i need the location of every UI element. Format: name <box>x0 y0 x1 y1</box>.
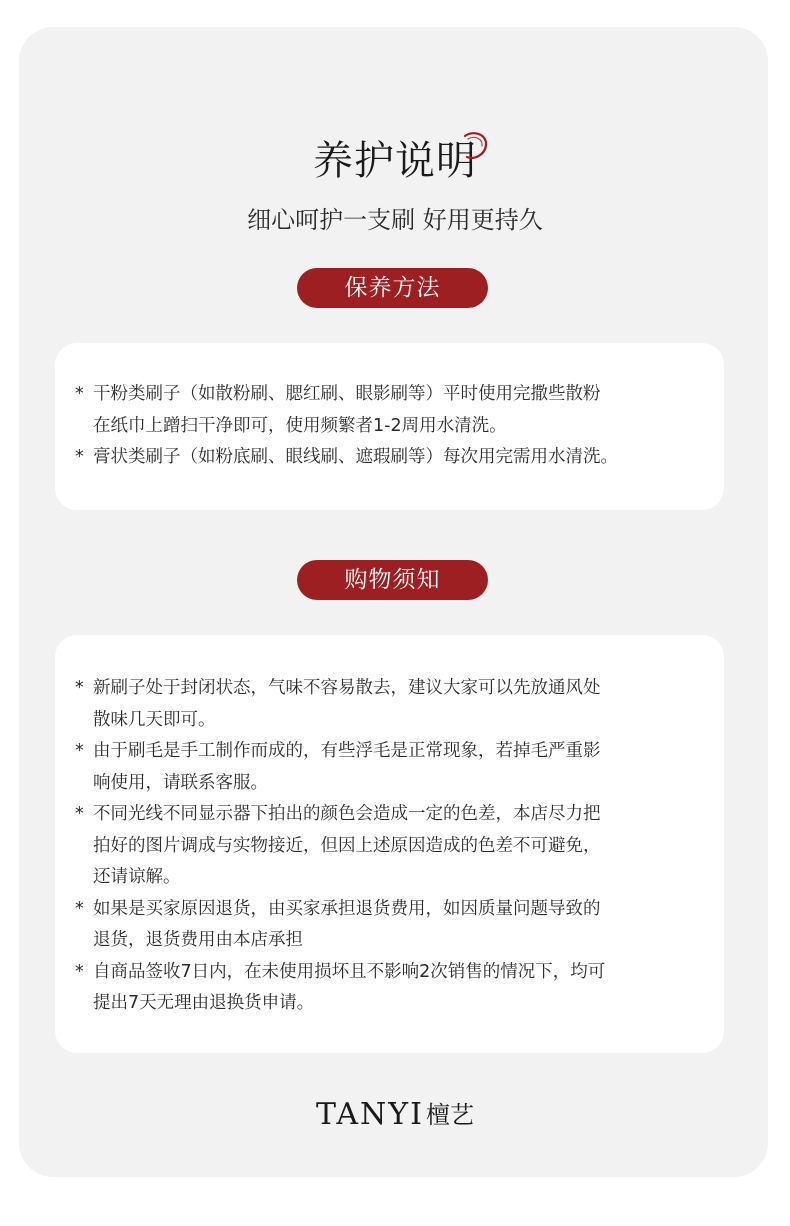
list-item <box>75 736 714 799</box>
item-line: 膏状类刷子（如粉底刷、眼线刷、遮瑕刷等）每次用完需用水清洗。 <box>93 447 618 467</box>
page-title <box>313 126 477 196</box>
care-list <box>75 379 714 474</box>
section-label-shopping: 购物须知 <box>297 560 488 600</box>
bullet-star: * <box>75 384 84 404</box>
list-item <box>75 894 714 957</box>
list-item <box>75 673 714 736</box>
item-line: 干粉类刷子（如散粉刷、腮红刷、眼影刷等）平时使用完撒些散粉 <box>93 384 601 404</box>
item-line: 提出7天无理由退换货申请。 <box>93 993 315 1013</box>
shopping-card <box>55 635 724 1053</box>
item-line: 由于刷毛是手工制作而成的，有些浮毛是正常现象，若掉毛严重影 <box>93 741 601 761</box>
list-item <box>75 957 714 1020</box>
item-line: 如果是买家原因退货，由买家承担退货费用，如因质量问题导致的 <box>93 898 601 919</box>
shopping-list <box>75 673 714 1020</box>
page-header <box>0 126 790 196</box>
item-line: 响使用，请联系客服。 <box>93 772 268 793</box>
item-line: 不同光线不同显示器下拍出的颜色会造成一定的色差，本店尽力把 <box>93 804 601 824</box>
bullet-star: * <box>75 961 84 982</box>
item-line: 在纸巾上蹭扫干净即可，使用频繁者1-2周用水清洗。 <box>93 415 507 436</box>
brand-footer <box>0 1093 790 1137</box>
brand-logo <box>316 1093 474 1137</box>
bullet-star: * <box>75 447 84 467</box>
list-item <box>75 442 714 474</box>
section-label-care: 保养方法 <box>297 268 488 308</box>
item-line: 新刷子处于封闭状态，气味不容易散去，建议大家可以先放通风处 <box>93 678 601 698</box>
bullet-star: * <box>75 741 84 761</box>
list-item <box>75 379 714 442</box>
list-item <box>75 799 714 894</box>
page-title-text: 养护说明 <box>313 138 477 184</box>
item-line: 自商品签收7日内，在未使用损坏且不影响2次销售的情况下，均可 <box>93 961 606 982</box>
item-line: 还请谅解。 <box>93 867 181 887</box>
bullet-star: * <box>75 804 84 824</box>
brush-circle-icon <box>457 130 491 164</box>
bullet-star: * <box>75 898 84 919</box>
bullet-star: * <box>75 678 84 698</box>
brand-cn: 檀艺 <box>425 1101 474 1129</box>
page-subtitle: 细心呵护一支刷 好用更持久 <box>247 206 543 234</box>
item-line: 拍好的图片调成与实物接近，但因上述原因造成的色差不可避免， <box>93 835 601 856</box>
care-card <box>55 343 724 510</box>
item-line: 退货，退货费用由本店承担 <box>93 930 303 950</box>
brand-latin: TANYI <box>316 1097 424 1132</box>
item-line: 散味几天即可。 <box>93 709 216 730</box>
